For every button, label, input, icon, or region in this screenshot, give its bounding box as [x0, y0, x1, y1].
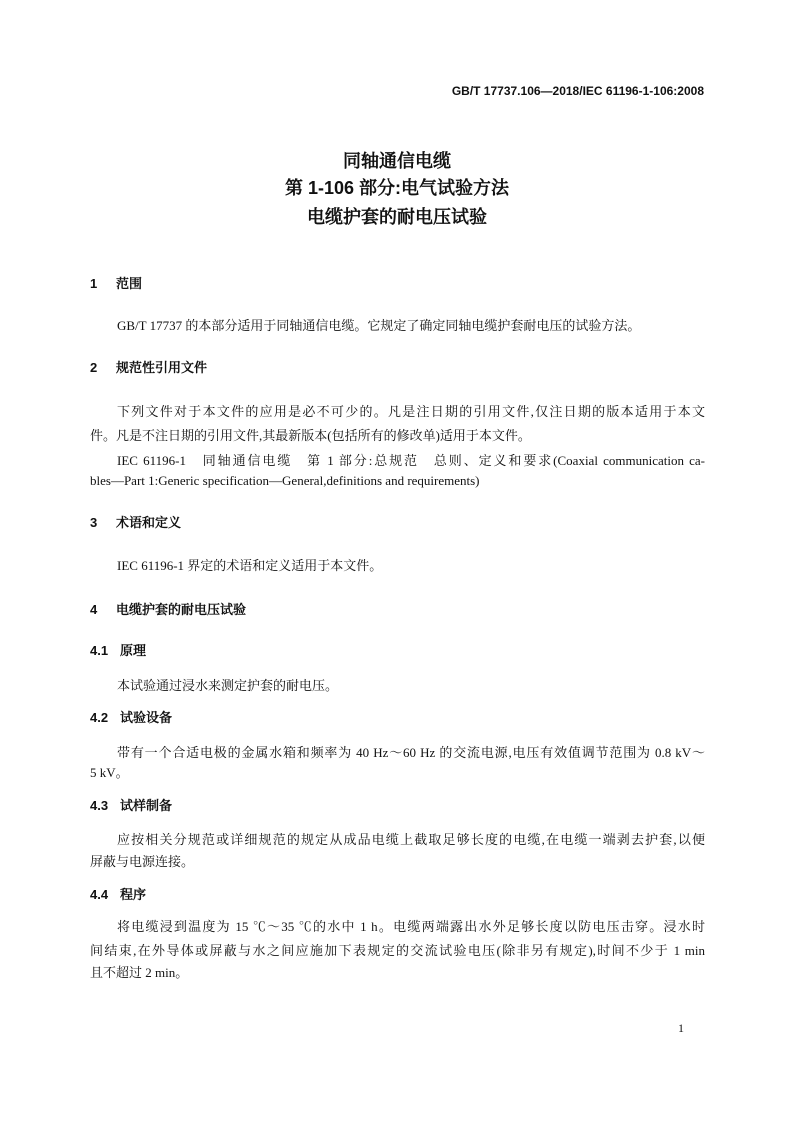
- section-heading-2: 2 规范性引用文件: [90, 360, 208, 375]
- title-line-3: 电缆护套的耐电压试验: [307, 207, 487, 227]
- subsection-heading-4-1: 4.1 原理: [90, 643, 147, 658]
- reference-line: IEC 61196-1 同轴通信电缆 第 1 部分:总规范 总则、定义和要求(Coaxial communication ca-: [117, 453, 705, 468]
- paragraph: GB/T 17737 的本部分适用于同轴通信电缆。它规定了确定同轴电缆护套耐电压的试验方法。: [117, 318, 641, 333]
- subsection-heading-4-4: 4.4 程序: [90, 887, 147, 902]
- paragraph: 本试验通过浸水来测定护套的耐电压。: [117, 678, 339, 693]
- paragraph-line: 且不超过 2 min。: [90, 965, 189, 980]
- paragraph-line: 间结束,在外导体或屏蔽与水之间应施加下表规定的交流试验电压(除非另有规定),时间不少于 1 min: [90, 943, 705, 958]
- reference-line: bles—Part 1:Generic specification—General,definitions and requirements): [90, 473, 480, 488]
- paragraph: IEC 61196-1 界定的术语和定义适用于本文件。: [117, 558, 383, 573]
- paragraph-line: 将电缆浸到温度为 15 ℃～35 ℃的水中 1 h。电缆两端露出水外足够长度以防电压击穿。浸水时: [117, 919, 705, 934]
- subsection-heading-4-3: 4.3 试样制备: [90, 798, 173, 813]
- section-heading-4: 4 电缆护套的耐电压试验: [90, 602, 247, 617]
- title-line-1: 同轴通信电缆: [343, 151, 451, 171]
- paragraph-line: 件。凡是不注日期的引用文件,其最新版本(包括所有的修改单)适用于本文件。: [90, 428, 531, 443]
- title-line-2: 第 1-106 部分:电气试验方法: [284, 178, 510, 198]
- page-number: 1: [678, 1021, 684, 1035]
- paragraph-line: 带有一个合适电极的金属水箱和频率为 40 Hz～60 Hz 的交流电源,电压有效值调节范围为 0.8 kV～: [117, 745, 705, 760]
- section-heading-1: 1 范围: [90, 276, 143, 291]
- paragraph-line: 5 kV。: [90, 765, 129, 780]
- subsection-heading-4-2: 4.2 试验设备: [90, 710, 173, 725]
- section-heading-3: 3 术语和定义: [90, 515, 182, 530]
- paragraph-line: 下列文件对于本文件的应用是必不可少的。凡是注日期的引用文件,仅注日期的版本适用于本文: [117, 404, 705, 419]
- standard-number: GB/T 17737.106—2018/IEC 61196-1-106:2008: [451, 84, 704, 98]
- paragraph-line: 应按相关分规范或详细规范的规定从成品电缆上截取足够长度的电缆,在电缆一端剥去护套,以便: [117, 832, 705, 847]
- paragraph-line: 屏蔽与电源连接。: [90, 854, 195, 869]
